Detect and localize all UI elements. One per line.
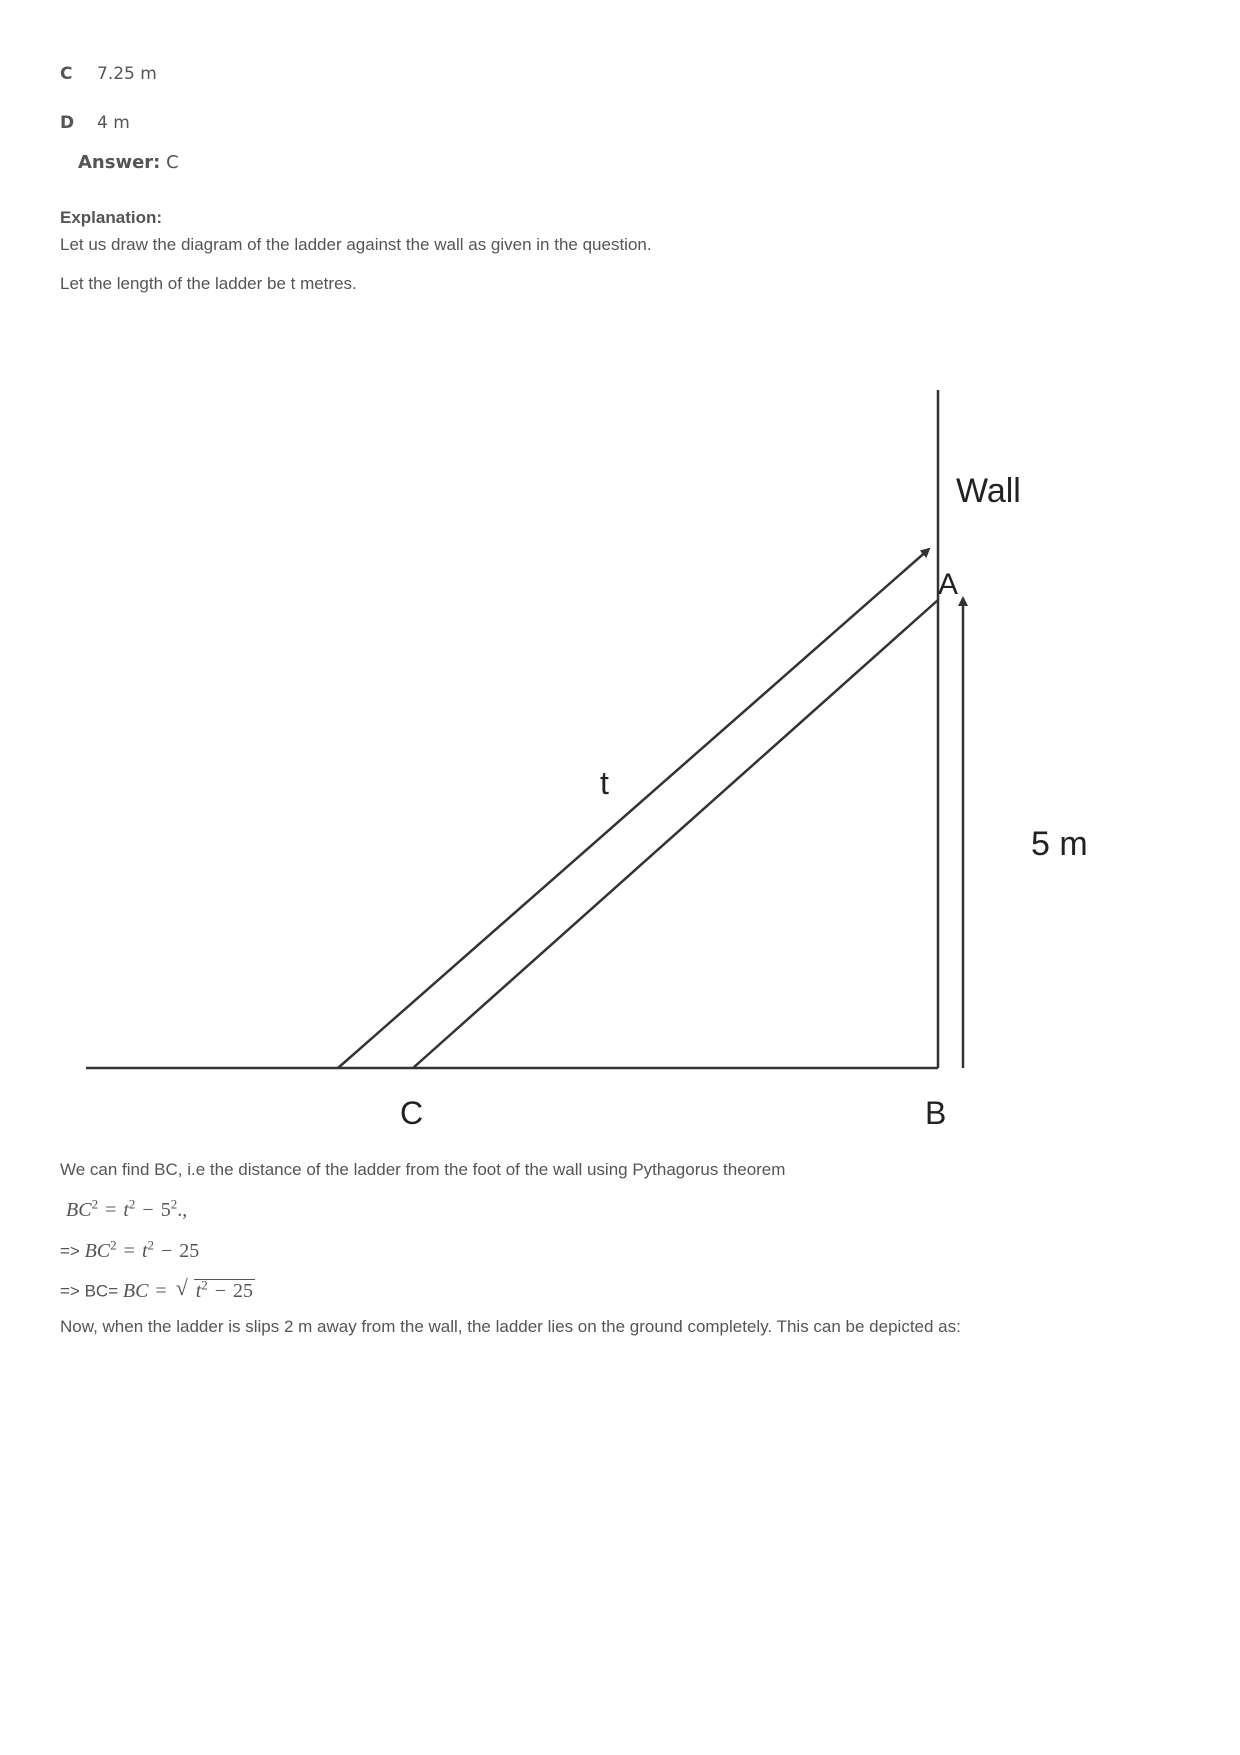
eq-operator: − xyxy=(161,1239,173,1262)
eq-operator: = xyxy=(105,1198,117,1221)
ladder-label: t xyxy=(600,765,609,801)
option-letter: C xyxy=(60,64,73,84)
eq-term: BC xyxy=(122,1279,149,1302)
wall-label: Wall xyxy=(956,472,1021,510)
sqrt-body xyxy=(194,1279,255,1302)
eq-operator: − xyxy=(142,1198,154,1221)
ladder-line xyxy=(413,600,938,1068)
sqrt-icon: √ xyxy=(175,1275,188,1300)
point-c-label: C xyxy=(400,1095,424,1131)
eq-prefix: => BC= xyxy=(60,1281,119,1301)
eq-prefix: => xyxy=(60,1241,80,1261)
sqrt-expression xyxy=(174,1277,255,1303)
eq-number: 25 xyxy=(179,1239,200,1262)
ladder-length-arrow xyxy=(338,549,929,1068)
explanation-heading: Explanation: xyxy=(60,208,163,227)
option-letter: D xyxy=(60,113,75,133)
eq-exponent: 2 xyxy=(110,1237,117,1252)
answer-value: C xyxy=(166,152,179,173)
eq-exponent: 2 xyxy=(170,1196,178,1211)
eq-operator: = xyxy=(155,1279,167,1302)
equation-3 xyxy=(60,1277,255,1303)
explanation-line-1: Let us draw the diagram of the ladder against the wall as given in the question. xyxy=(60,235,652,254)
height-label: 5 m xyxy=(1031,825,1088,863)
eq-exponent: 2 xyxy=(201,1277,208,1292)
option-text: 4 m xyxy=(97,113,130,133)
eq-exponent: 2 xyxy=(147,1237,154,1252)
explanation-line-2: Let the length of the ladder be t metres. xyxy=(60,274,357,293)
eq-term: t xyxy=(141,1239,148,1262)
eq-exponent: 2 xyxy=(128,1196,136,1211)
eq-number: 25 xyxy=(233,1279,254,1302)
eq-term: BC xyxy=(66,1198,92,1221)
equation-1-math xyxy=(60,1196,188,1221)
explanation-line-3: We can find BC, i.e the distance of the ladder from the foot of the wall using Pythagorus theorem xyxy=(60,1160,786,1179)
eq-term: t xyxy=(195,1279,202,1302)
explanation-line-4: Now, when the ladder is slips 2 m away from the wall, the ladder lies on the ground completely. This can be depicted as: xyxy=(60,1317,961,1336)
option-text: 7.25 m xyxy=(97,64,157,84)
point-a-label: A xyxy=(938,568,959,601)
equation-1 xyxy=(60,1196,187,1222)
equation-2-math xyxy=(84,1237,200,1262)
eq-exponent: 2 xyxy=(91,1196,99,1211)
eq-operator: = xyxy=(123,1239,135,1262)
eq-term: BC xyxy=(84,1239,111,1262)
eq-operator: − xyxy=(214,1279,227,1302)
eq-number: 5 xyxy=(160,1198,171,1221)
equation-2 xyxy=(60,1237,199,1263)
eq-tail: ., xyxy=(177,1198,188,1221)
answer-label: Answer: xyxy=(78,152,161,173)
eq-term: t xyxy=(123,1198,129,1221)
equation-3-math xyxy=(122,1275,255,1302)
point-b-label: B xyxy=(925,1095,947,1131)
